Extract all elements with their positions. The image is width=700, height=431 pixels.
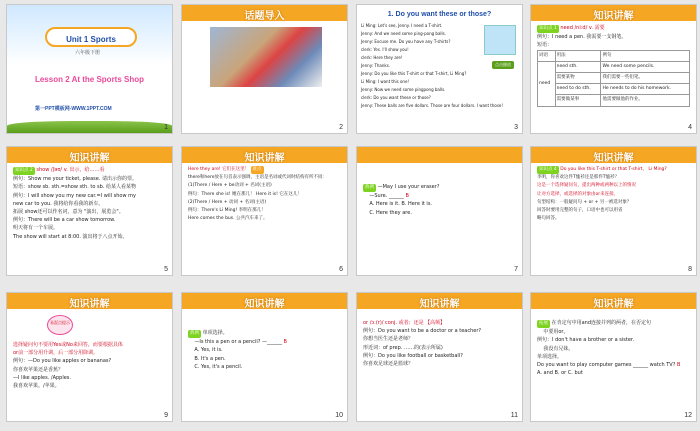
slide-thumbnail-4[interactable] xyxy=(530,4,697,134)
slide-number: 7 xyxy=(514,266,518,273)
knowledge-point-text: Do you like this T-shirt or that T-shirt， Li Ming? xyxy=(560,167,667,172)
slide-thumbnail-1[interactable] xyxy=(6,4,173,134)
difficulty-tag: 难点 xyxy=(251,166,264,174)
slide-title: 知识讲解 xyxy=(419,299,460,310)
table-header: 例句 xyxy=(601,50,690,61)
option-line: A. and B. or C. but xyxy=(537,370,583,377)
knowledge-point-tag: 知识点 2 xyxy=(13,167,35,175)
table-header: 词语 xyxy=(538,50,556,61)
option-line: B. It's a pen. xyxy=(194,355,226,362)
answer-text: B xyxy=(283,339,287,346)
dialogue-line: Li Ming: I want this one! xyxy=(361,79,410,84)
example-tag: 典例 xyxy=(363,184,376,192)
body-line: 例句：There she is! 她在那儿！ Here it is! 它在这儿！ xyxy=(188,191,302,197)
body-line: 在肯定句中用and连接并列的两者，在否定句 xyxy=(551,320,652,326)
answer-text: B xyxy=(676,362,681,369)
question-line: —May I use your eraser? xyxy=(377,184,440,190)
knowledge-point-text: show /ʃəʊ/ v. 出示，给……看 xyxy=(36,167,105,173)
body-line: 短语：show sb. sth.=show sth. to sb. 给某人看某物 xyxy=(13,184,136,191)
shop-photo xyxy=(210,27,322,87)
slide-title: 知识讲解 xyxy=(593,299,634,310)
dialogue-line: Jenny: Excuse me. Do you have any T-shirts? xyxy=(361,39,451,44)
slide-body xyxy=(13,341,166,390)
slide-title: 知识讲解 xyxy=(244,299,285,310)
dialogue-line: Jenny: Now we need some pingpong balls. xyxy=(361,87,446,92)
slide-body xyxy=(188,329,341,371)
footer-text: 第一PPT模板网-WWW.1PPT.COM xyxy=(35,106,112,112)
slide-number: 9 xyxy=(164,412,168,419)
knowledge-point-text: need /ni:d/ v. 需要 xyxy=(560,25,605,31)
slide-body xyxy=(13,166,166,241)
body-line: 例句：I will show you my new car.=I will show my xyxy=(13,192,136,199)
body-line: 例句：Do you like football or basketball? xyxy=(363,352,463,359)
slide-body xyxy=(363,183,516,217)
slide-thumbnail-2[interactable] xyxy=(181,4,348,134)
instruction-text: 单项选择。 xyxy=(202,330,228,336)
dialogue-line: Jenny: These balls are five dollars. Those are four dollars. I want those! xyxy=(361,103,503,108)
slide-thumbnail-12[interactable] xyxy=(530,292,697,422)
play-button[interactable]: 点击播放 xyxy=(492,61,514,69)
body-line: 明天将有一个车展。 xyxy=(13,225,59,232)
slide-number: 10 xyxy=(335,412,343,419)
dialogue-line: clerk: Do you want these or those? xyxy=(361,95,431,100)
table-cell: need sth. xyxy=(555,61,601,72)
title-bar xyxy=(357,147,522,163)
table-cell: 他需要做他的作业。 xyxy=(601,95,690,106)
table-cell: 需要做某事 xyxy=(555,95,601,106)
slide-body xyxy=(537,24,690,107)
answer-text: B xyxy=(405,193,409,200)
question-line: Do you want to play computer games ______ watch TV? xyxy=(537,362,676,369)
slide-thumbnail-6[interactable] xyxy=(181,146,348,276)
slide-thumbnail-11[interactable] xyxy=(356,292,523,422)
slide-title: 知识讲解 xyxy=(69,153,110,164)
slide-number: 4 xyxy=(688,124,692,131)
body-line: 中要用or。 xyxy=(543,329,569,336)
body-line: 我没有兄妹。 xyxy=(543,345,574,352)
slide-number: 8 xyxy=(688,266,692,273)
dialogue-line: Jenny: Do you like this T-shirt or that T-shirt, Li Ming? xyxy=(361,71,467,76)
table-header: 用法 xyxy=(555,50,601,61)
body-line: 例句：There's Li Ming! 李明在那儿！ xyxy=(188,208,266,214)
knowledge-point-text: Here they are! 它们在这里！ xyxy=(188,167,250,172)
body-line: 句型结构：一般疑问句 + or + 另一被选对象？ xyxy=(537,199,632,205)
body-line: 李明，你喜欢这件T恤衫还是那件T恤衫？ xyxy=(537,175,619,181)
body-line: 拓展 show还可以作名词，意为 "演出，展览会"。 xyxy=(13,209,124,216)
slide-body xyxy=(537,166,690,223)
body-line: 例句：—Do you like apples or bananas? xyxy=(13,358,112,365)
example-sentence: 例句：I need a pen. 我需要一支钢笔。 xyxy=(537,34,627,41)
body-line: 这是一个选择疑问句，提出两种或两种以上的情况 xyxy=(537,183,636,189)
slide-thumbnail-7[interactable] xyxy=(356,146,523,276)
slide-number: 2 xyxy=(339,124,343,131)
slide-title: 知识讲解 xyxy=(69,299,110,310)
slide-thumbnail-9[interactable] xyxy=(6,292,173,422)
slide-title: 1. Do you want these or those? xyxy=(387,11,492,18)
body-line: The show will start at 8:00. 演出将于八点开始。 xyxy=(13,233,128,240)
slide-thumbnail-8[interactable] xyxy=(530,146,697,276)
body-line: new car to you. 我将给你看我的新车。 xyxy=(13,200,104,207)
body-line: 你喜欢苹果还是香蕉？ xyxy=(13,366,64,373)
slide-number: 5 xyxy=(164,266,168,273)
body-line: 让对方选择，或选择的对象由or来连接。 xyxy=(537,191,619,197)
slide-title: 知识讲解 xyxy=(593,153,634,164)
body-line: 略句回答。 xyxy=(537,216,560,222)
option-line: A. Here is it. B. Here it is. xyxy=(369,201,433,208)
table-cell: We need some pencils. xyxy=(601,61,690,72)
grass-decoration xyxy=(7,121,172,133)
body-line: 形近词：of prep. ……的(表示所属) xyxy=(363,344,443,351)
slide-body xyxy=(188,166,341,223)
dialogue-line: clerk: Yes. I'll show you! xyxy=(361,47,409,52)
slide-number: 3 xyxy=(514,124,518,131)
table-cell: He needs to do his homework. xyxy=(601,84,690,95)
usage-label: 短语： xyxy=(537,42,553,49)
slide-body xyxy=(537,319,690,377)
table-word: need xyxy=(538,61,556,106)
body-line: 你喜欢足球还是篮球？ xyxy=(363,361,414,368)
cartoon-image xyxy=(484,25,516,55)
slide-title: Unit 1 Sports xyxy=(66,35,116,44)
slide-number: 12 xyxy=(684,412,692,419)
knowledge-point-text: or /ɔ:(r)/ conj. 或者；还是 【高频】 xyxy=(363,320,446,326)
slide-body xyxy=(363,319,516,368)
body-line: Here comes the bus. 公共汽车来了。 xyxy=(188,216,268,222)
slide-title: 知识讲解 xyxy=(244,153,285,164)
slide-thumbnail-10[interactable] xyxy=(181,292,348,422)
extension-tag: 拓展 xyxy=(537,320,550,328)
table-cell: need to do sth. xyxy=(555,84,601,95)
slide-thumbnail-3[interactable] xyxy=(356,4,523,134)
slide-number: 6 xyxy=(339,266,343,273)
title-ribbon xyxy=(45,27,137,47)
table-cell: 需要某物 xyxy=(555,73,601,84)
slide-title: 话题导入 xyxy=(244,11,285,22)
body-line: or前一部分用升调，后一部分用降调。 xyxy=(13,350,99,357)
body-line: there和here放在句首表示强调，主语是名词或代词时结构有所不同： xyxy=(188,175,328,181)
body-line: 回答时要用完整的句子，口语中也可以用省 xyxy=(537,208,623,214)
body-line: 单项选择。 xyxy=(537,353,563,360)
body-line: (1)There / Here + be动词 + 名词(主语) xyxy=(188,183,272,189)
slide-number: 1 xyxy=(164,124,168,131)
dialogue-line: Jenny: Thanks. xyxy=(361,63,391,68)
lesson-title: Lesson 2 At the Sports Shop xyxy=(34,75,145,84)
body-line: 你想当医生还是老师？ xyxy=(363,336,414,343)
slide-subtitle: 六年级下册 xyxy=(75,50,101,56)
body-line: 选择疑问句不要用Yes或No来回答，而要根据具体 xyxy=(13,342,123,348)
body-line: 例句：Show me your ticket, please. 请出示你的票。 xyxy=(13,176,138,183)
table-cell: 我们需要一些铅笔。 xyxy=(601,73,690,84)
question-line: —Sure. ______ xyxy=(369,193,404,200)
dialogue-line: clerk: Here they are! xyxy=(361,55,403,60)
body-line: —I like apples. /Apples. xyxy=(13,374,71,381)
question-line: —Is this a pen or a pencil? —______ xyxy=(194,339,282,346)
knowledge-point-tag: 知识点 4 xyxy=(537,166,559,174)
option-line: A. Yes, it is. xyxy=(194,347,223,354)
body-line: (2)There / Here + 动词 + 名词(主语) xyxy=(188,199,267,205)
slide-thumbnail-5[interactable] xyxy=(6,146,173,276)
knowledge-point-tag: 知识点 1 xyxy=(537,25,559,33)
usage-table xyxy=(537,50,690,107)
body-line: 例句：Do you want to be a doctor or a teacher? xyxy=(363,328,482,335)
slide-number: 11 xyxy=(510,412,518,419)
dialogue-line: Li Ming: Let's see, Jenny. I need a T-shirt. xyxy=(361,23,443,28)
body-line: 例句：I don't have a brother or a sister. xyxy=(537,337,635,344)
dialogue-line: Jenny: And we need some ping-pong balls. xyxy=(361,31,446,36)
tip-badge: 易混点提示 xyxy=(47,315,73,335)
example-tag: 典例 xyxy=(188,330,201,338)
option-line: C. Here they are. xyxy=(369,209,412,216)
slide-title: 知识讲解 xyxy=(593,11,634,22)
body-line: 例句：There will be a car show tomorrow. xyxy=(13,217,116,224)
option-line: C. Yes, it's a pencil. xyxy=(194,363,243,370)
body-line: 我喜欢苹果。/苹果。 xyxy=(13,383,60,390)
